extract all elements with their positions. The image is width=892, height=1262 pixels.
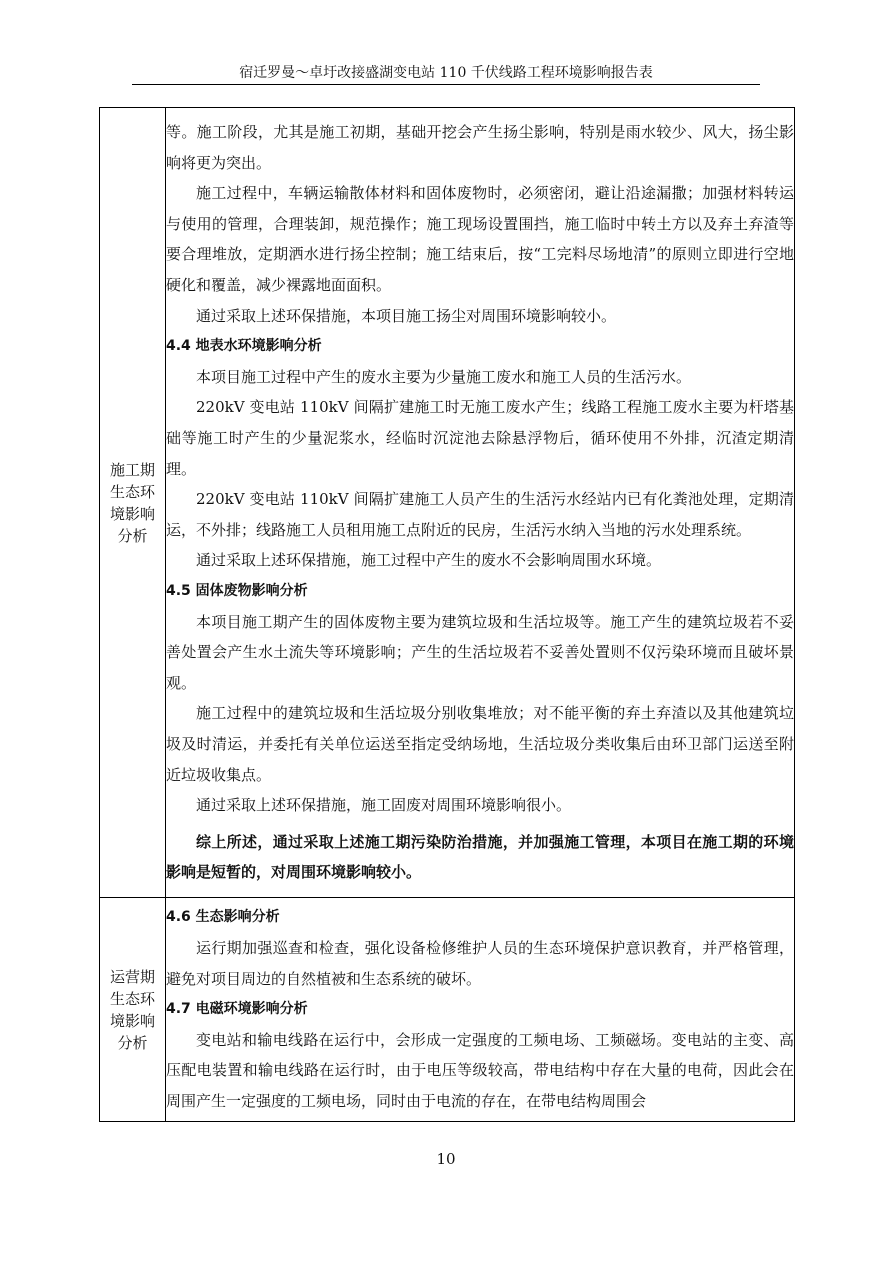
paragraph: 本项目施工期产生的固体废物主要为建筑垃圾和生活垃圾等。施工产生的建筑垃圾若不妥善处置会产生水土流失等环境影响；产生的生活垃圾若不妥善处置则不仅污染环境而且破坏景观。 xyxy=(166,612,794,692)
section-heading: 4.5 固体废物影响分析 xyxy=(166,582,308,599)
summary-paragraph: 综上所述，通过采取上述施工期污染防治措施，并加强施工管理，本项目在施工期的环境影响是短暂的，对周围环境影响较小。 xyxy=(166,832,794,882)
row-label-text: 运营期生态环境影响分析 xyxy=(110,967,156,1052)
section-heading: 4.6 生态影响分析 xyxy=(166,909,280,926)
paragraph: 施工过程中的建筑垃圾和生活垃圾分别收集堆放；对不能平衡的弃土弃渣以及其他建筑垃圾及时清运，并委托有关单位运送至指定受纳场地，生活垃圾分类收集后由环卫部门运送至附近垃圾收集点。 xyxy=(166,704,794,784)
paragraph: 本项目施工过程中产生的废水主要为少量施工废水和施工人员的生活污水。 xyxy=(196,367,692,386)
paragraph: 220kV 变电站 110kV 间隔扩建施工人员产生的生活污水经站内已有化粪池处理，定期清运，不外排；线路施工人员租用施工点附近的民房，生活污水纳入当地的污水处理系统。 xyxy=(166,490,794,539)
page-number: 10 xyxy=(436,1150,456,1168)
operation-period-row xyxy=(100,898,795,1122)
paragraph: 运行期加强巡查和检查，强化设备检修维护人员的生态环境保护意识教育，并严格管理，避免对项目周边的自然植被和生态系统的破坏。 xyxy=(166,939,794,988)
row-label-text: 施工期生态环境影响分析 xyxy=(110,460,156,545)
header-rule xyxy=(132,84,760,85)
construction-period-row xyxy=(100,108,795,898)
paragraph: 通过采取上述环保措施，本项目施工扬尘对周围环境影响较小。 xyxy=(196,306,617,325)
paragraph: 通过采取上述环保措施，施工过程中产生的废水不会影响周围水环境。 xyxy=(196,551,662,570)
paragraph: 通过采取上述环保措施，施工固废对周围环境影响很小。 xyxy=(196,796,572,815)
report-table xyxy=(99,107,795,1122)
paragraph: 等。施工阶段，尤其是施工初期，基础开挖会产生扬尘影响，特别是雨水较少、风大，扬尘影响将更为突出。 xyxy=(166,123,794,172)
paragraph: 220kV 变电站 110kV 间隔扩建施工时无施工废水产生；线路工程施工废水主要为杆塔基础等施工时产生的少量泥浆水，经临时沉淀池去除悬浮物后，循环使用不外排，沉渣定期清理。 xyxy=(166,398,794,478)
paragraph: 变电站和输电线路在运行中，会形成一定强度的工频电场、工频磁场。变电站的主变、高压配电装置和输电线路在运行时，由于电压等级较高，带电结构中存在大量的电荷，因此会在周围产生一定强度的工频电场，同时由于电流的存在，在带电结构周围会 xyxy=(166,1030,794,1110)
paragraph: 施工过程中，车辆运输散体材料和固体废物时，必须密闭，避让沿途漏撒；加强材料转运与使用的管理，合理装卸，规范操作；施工现场设置围挡，施工临时中转土方以及弃土弃渣等要合理堆放，定期洒水进行扬尘控制；施工结束后，按“工完料尽场地清”的原则立即进行空地硬化和覆盖，减少裸露地面面积。 xyxy=(166,184,794,295)
page-header-title: 宿迁罗曼～卓圩改接盛湖变电站 110 千伏线路工程环境影响报告表 xyxy=(239,65,653,81)
section-heading: 4.7 电磁环境影响分析 xyxy=(166,1001,308,1018)
row-label-construction xyxy=(100,108,166,898)
section-heading: 4.4 地表水环境影响分析 xyxy=(166,338,322,355)
row-content-construction xyxy=(166,108,795,898)
row-content-operation xyxy=(166,898,795,1122)
row-label-operation xyxy=(100,898,166,1122)
